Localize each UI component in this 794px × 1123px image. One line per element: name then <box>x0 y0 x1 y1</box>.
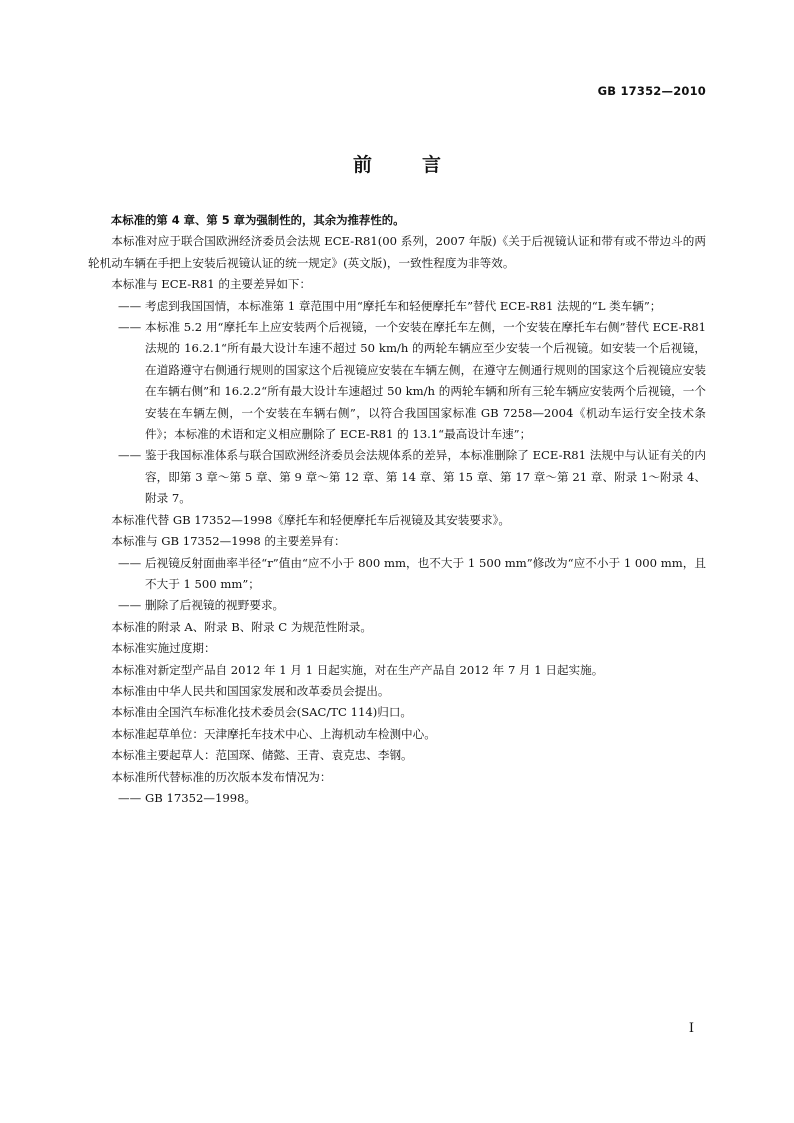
paragraph-mandatory: 本标准的第 4 章、第 5 章为强制性的，其余为推荐性的。 <box>110 213 405 227</box>
dash-item-text: 考虑到我国国情，本标准第 1 章范围中用“摩托车和轻便摩托车”替代 ECE-R81 法规的“L 类车辆”； <box>145 298 662 313</box>
page-title <box>0 150 794 177</box>
dash-item-text: 后视镜反射面曲率半径“r”值由“应不小于 800 mm，也不大于 1 500 mm”修改为“应不小于 1 000 mm，且不大于 1 500 mm”； <box>145 555 706 591</box>
paragraph-implementation: 本标准对新定型产品自 2012 年 1 月 1 日起实施，对在生产产品自 2012 年 7 月 1 日起实施。 <box>111 662 604 677</box>
dash-mark: —— <box>118 598 142 613</box>
dash-item-text: 鉴于我国标准体系与联合国欧洲经济委员会法规体系的差异，本标准删除了 ECE-R81 法规中与认证有关的内容，即第 3 章～第 5 章、第 9 章～第 12 章、第 14 章、第 15 章、第 17 章～第 21 章、附录 1～附录 4、附录 7。 <box>145 448 706 506</box>
paragraph-replaces: 本标准代替 GB 17352—1998《摩托车和轻便摩托车后视镜及其安装要求》。 <box>111 512 510 527</box>
paragraph-differences-1998: 本标准与 GB 17352—1998 的主要差异有： <box>111 534 346 549</box>
dash-item-6 <box>118 788 706 809</box>
dash-item-text: GB 17352—1998。 <box>145 790 257 805</box>
paragraph-drafting-units: 本标准起草单位：天津摩托车技术中心、上海机动车检测中心。 <box>111 726 436 741</box>
paragraph-differences-intro: 本标准与 ECE-R81 的主要差异如下： <box>111 277 312 292</box>
paragraph-proposed-by: 本标准由中华人民共和国国家发展和改革委员会提出。 <box>111 683 390 698</box>
dash-mark: —— <box>118 555 142 570</box>
standard-code: GB 17352—2010 <box>597 84 706 98</box>
dash-item-2 <box>118 317 706 445</box>
dash-mark: —— <box>118 320 142 335</box>
paragraph-previous-editions: 本标准所代替标准的历次版本发布情况为： <box>111 769 332 784</box>
dash-item-1 <box>118 296 706 317</box>
page-number: I <box>688 1021 694 1036</box>
paragraph-drafters: 本标准主要起草人：范国琛、储懿、王青、袁克忠、李钢。 <box>111 748 413 763</box>
dash-mark: —— <box>118 448 142 463</box>
paragraph-correspondence: 本标准对应于联合国欧洲经济委员会法规 ECE-R81(00 系列，2007 年版)《关于后视镜认证和带有或不带边斗的两轮机动车辆在手把上安装后视镜认证的统一规定》(英文版)，一致性程度为非等效。 <box>88 234 706 270</box>
dash-item-text: 本标准 5.2 用“摩托车上应安装两个后视镜，一个安装在摩托车左侧，一个安装在摩托车右侧”替代 ECE-R81 法规的 16.2.1“所有最大设计车速不超过 50 km/h 的两轮车辆应至少安装一个后视镜。如安装一个后视镜，在道路遵守右侧通行规则的国家这个后视镜应安装在车辆左侧，在遵守左侧通行规则的国家这个后视镜应安装在车辆右侧”和 16.2.2“所有最大设计车速超过 50 km/h 的两轮车辆和所有三轮车辆应安装两个后视镜，一个安装在车辆左侧，一个安装在车辆右侧”，以符合我国国家标准 GB 7258—2004《机动车运行安全技术条件》；本标准的术语和定义相应删除了 ECE-R81 的 13.1“最高设计车速”； <box>145 320 706 442</box>
paragraph-annexes: 本标准的附录 A、附录 B、附录 C 为规范性附录。 <box>111 619 372 634</box>
dash-item-text: 删除了后视镜的视野要求。 <box>145 598 285 613</box>
document-body <box>88 210 706 809</box>
paragraph-transition: 本标准实施过度期： <box>111 641 216 656</box>
title-char-2: 言 <box>422 154 442 176</box>
dash-item-5 <box>118 595 706 616</box>
dash-mark: —— <box>118 298 142 313</box>
dash-item-3 <box>118 445 706 509</box>
dash-item-4 <box>118 553 706 596</box>
title-char-1: 前 <box>352 154 372 176</box>
dash-mark: —— <box>118 790 142 805</box>
paragraph-under-jurisdiction: 本标准由全国汽车标准化技术委员会(SAC/TC 114)归口。 <box>111 705 413 720</box>
